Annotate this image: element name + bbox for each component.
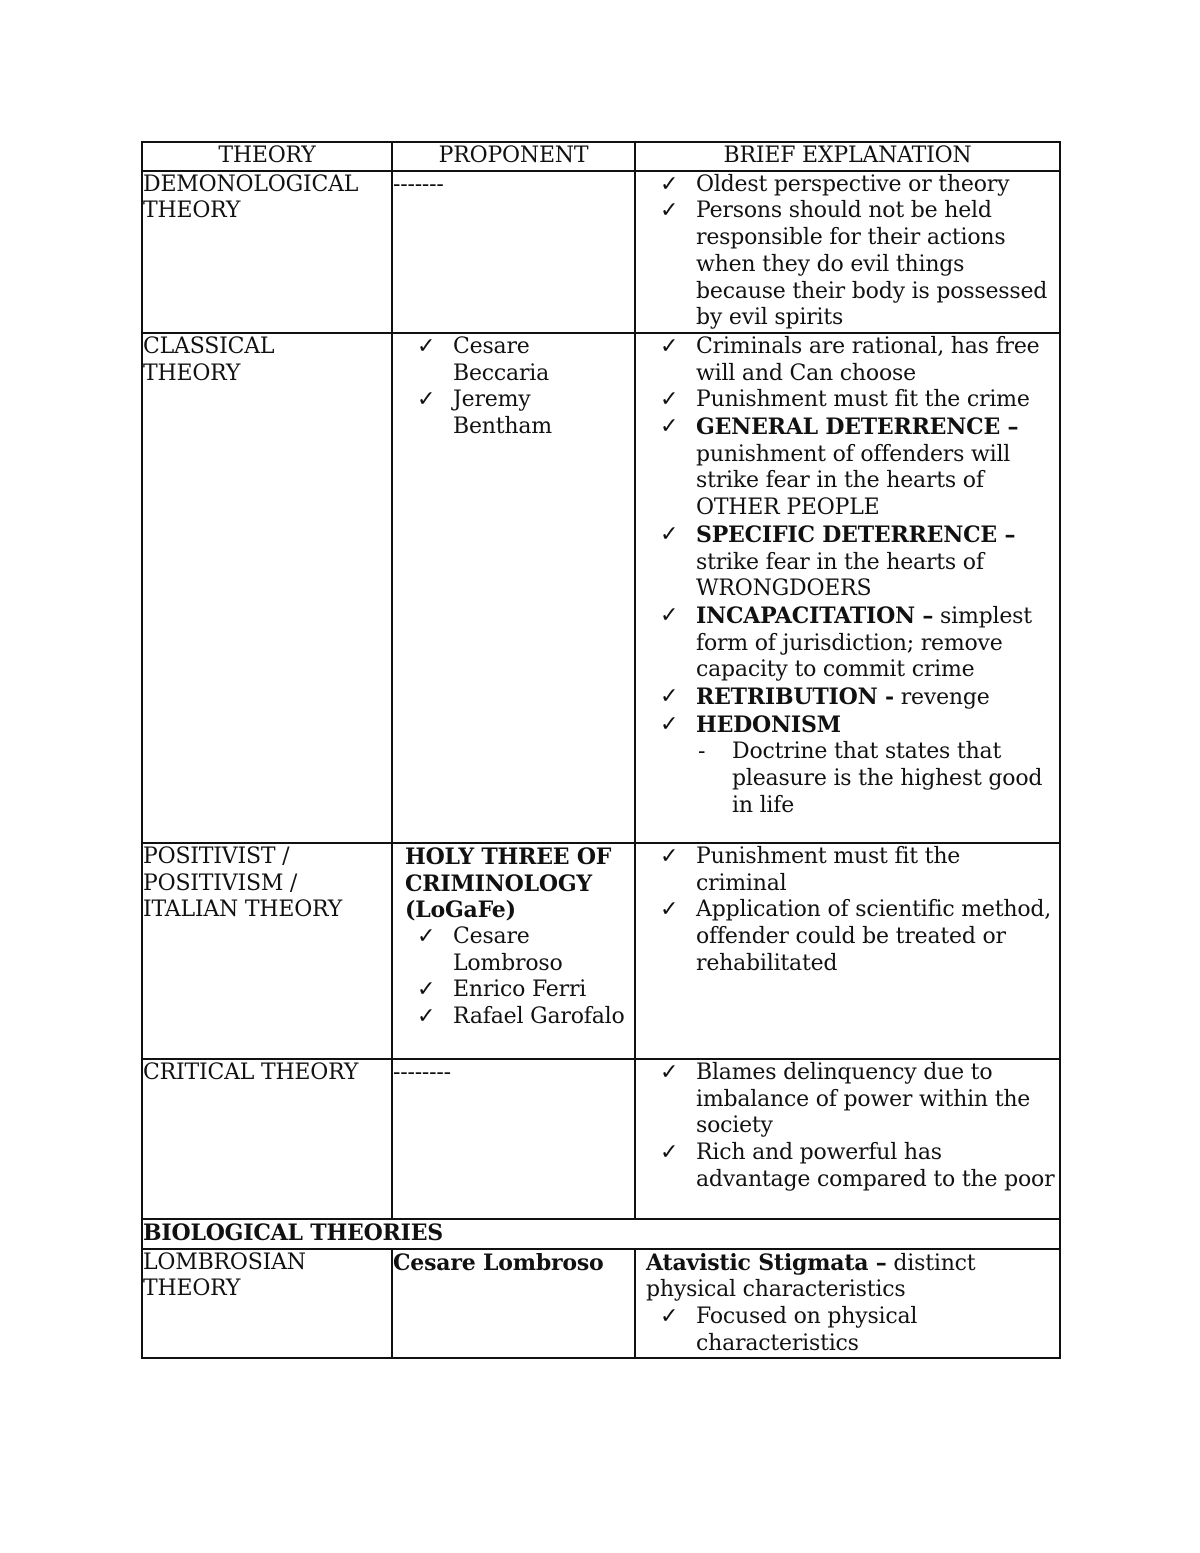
- check-icon: ✓: [660, 897, 679, 923]
- proponent-cell: [392, 1059, 635, 1219]
- section-row: [142, 1219, 1060, 1249]
- list-item: ✓ Cesare Lombroso: [417, 924, 563, 976]
- theory-cell: [142, 1249, 392, 1359]
- check-icon: ✓: [660, 414, 679, 440]
- list-item: ✓ Punishment must fit the criminal: [660, 843, 961, 896]
- list-item: ✓ Rafael Garofalo: [417, 1004, 625, 1030]
- list-item: ✓ Punishment must fit the crime: [660, 387, 1030, 413]
- theory-name-line: THEORY: [143, 198, 241, 224]
- header-explanation: BRIEF EXPLANATION: [635, 142, 1060, 171]
- check-icon: ✓: [660, 684, 679, 710]
- explanation-cell: [635, 1059, 1060, 1219]
- list-item: ✓ RETRIBUTION - revenge: [660, 684, 990, 711]
- list-item: ✓ Focused on physical characteristics: [660, 1304, 918, 1356]
- list-item: ✓ Oldest perspective or theory: [660, 171, 1010, 197]
- theory-name-line: THEORY: [143, 360, 241, 386]
- list-item: ✓ Persons should not be held responsible for their actions when they do evil things because their body is possessed by evil spirits: [660, 198, 1048, 331]
- list-item: ✓ Jeremy Bentham: [417, 387, 552, 440]
- theory-cell: [142, 843, 392, 1059]
- list-item: ✓ Criminals are rational, has free will and Can choose: [660, 333, 1040, 386]
- proponent-name: Cesare Lombroso: [393, 1249, 604, 1276]
- check-icon: ✓: [660, 1304, 679, 1330]
- list-item: ✓ Application of scientific method, offender could be treated or rehabilitated: [660, 897, 1052, 976]
- explanation-cell: [635, 843, 1060, 1059]
- list-item: ✓ Cesare Beccaria: [417, 333, 550, 386]
- table-row: [142, 171, 1060, 333]
- section-heading-cell: [142, 1219, 1060, 1249]
- check-icon: ✓: [660, 521, 679, 547]
- table-header-row: [142, 142, 1060, 171]
- check-icon: ✓: [417, 387, 436, 413]
- theory-name-line: THEORY: [143, 1276, 241, 1302]
- proponent-heading-line: HOLY THREE OF: [405, 843, 612, 870]
- check-icon: ✓: [660, 1059, 679, 1085]
- check-icon: ✓: [660, 387, 679, 413]
- theory-name-line: CLASSICAL: [143, 333, 275, 359]
- proponent-none: --------: [393, 1059, 451, 1085]
- header-proponent: PROPONENT: [392, 142, 635, 171]
- explanation-cell: [635, 171, 1060, 333]
- header-theory: THEORY: [142, 142, 392, 171]
- check-icon: ✓: [417, 977, 436, 1003]
- theory-cell: [142, 1059, 392, 1219]
- check-icon: ✓: [417, 1004, 436, 1030]
- list-item: ✓ Blames delinquency due to imbalance of power within the society: [660, 1059, 1031, 1139]
- check-icon: ✓: [660, 602, 679, 628]
- explanation-cell: [635, 333, 1060, 843]
- check-icon: ✓: [660, 198, 679, 224]
- theories-table: [141, 141, 1061, 1359]
- table-row: [142, 843, 1060, 1059]
- theory-name-line: POSITIVIST /: [143, 843, 290, 869]
- theory-name-line: LOMBROSIAN: [143, 1249, 306, 1275]
- proponent-cell: [392, 1249, 635, 1359]
- list-item: ✓ HEDONISM - Doctrine that states that pleasure is the highest good in life: [696, 712, 1055, 820]
- check-icon: ✓: [417, 924, 436, 950]
- theory-name-line: POSITIVISM /: [143, 870, 298, 896]
- check-icon: ✓: [660, 171, 679, 197]
- theory-cell: [142, 171, 392, 333]
- proponent-heading-line: CRIMINOLOGY: [405, 870, 592, 897]
- list-item: ✓ INCAPACITATION – simplest form of jurisdiction; remove capacity to commit crime: [660, 602, 1032, 683]
- table-row: [142, 1059, 1060, 1219]
- proponent-none: -------: [393, 171, 444, 197]
- proponent-cell: [392, 333, 635, 843]
- list-item: ✓ SPECIFIC DETERRENCE – strike fear in the hearts of WRONGDOERS: [660, 521, 1016, 602]
- table-row: [142, 1249, 1060, 1359]
- check-icon: ✓: [417, 333, 436, 359]
- theory-name-line: ITALIAN THEORY: [143, 897, 343, 923]
- check-icon: ✓: [660, 711, 679, 737]
- section-heading: BIOLOGICAL THEORIES: [143, 1219, 443, 1246]
- dash-bullet: -: [698, 739, 706, 765]
- check-icon: ✓: [660, 1140, 679, 1166]
- theory-cell: [142, 333, 392, 843]
- explanation-cell: [635, 1249, 1060, 1359]
- check-icon: ✓: [660, 333, 679, 359]
- proponent-cell: [392, 171, 635, 333]
- list-item: ✓ GENERAL DETERRENCE – punishment of offenders will strike fear in the hearts of OTHER PEOPLE: [660, 414, 1019, 521]
- check-icon: ✓: [660, 843, 679, 869]
- explanation-intro: Atavistic Stigmata – distinct physical characteristics: [646, 1249, 976, 1303]
- list-item: ✓ Rich and powerful has advantage compared to the poor: [660, 1140, 1055, 1192]
- theory-name-line: CRITICAL THEORY: [143, 1059, 359, 1085]
- theory-name-line: DEMONOLOGICAL: [143, 171, 359, 197]
- proponent-cell: [392, 843, 635, 1059]
- dash-list-item: - Doctrine that states that pleasure is the highest good in life: [698, 739, 1043, 818]
- table-row: [142, 333, 1060, 843]
- proponent-heading-line: (LoGaFe): [405, 897, 516, 924]
- list-item: ✓ Enrico Ferri: [417, 977, 587, 1003]
